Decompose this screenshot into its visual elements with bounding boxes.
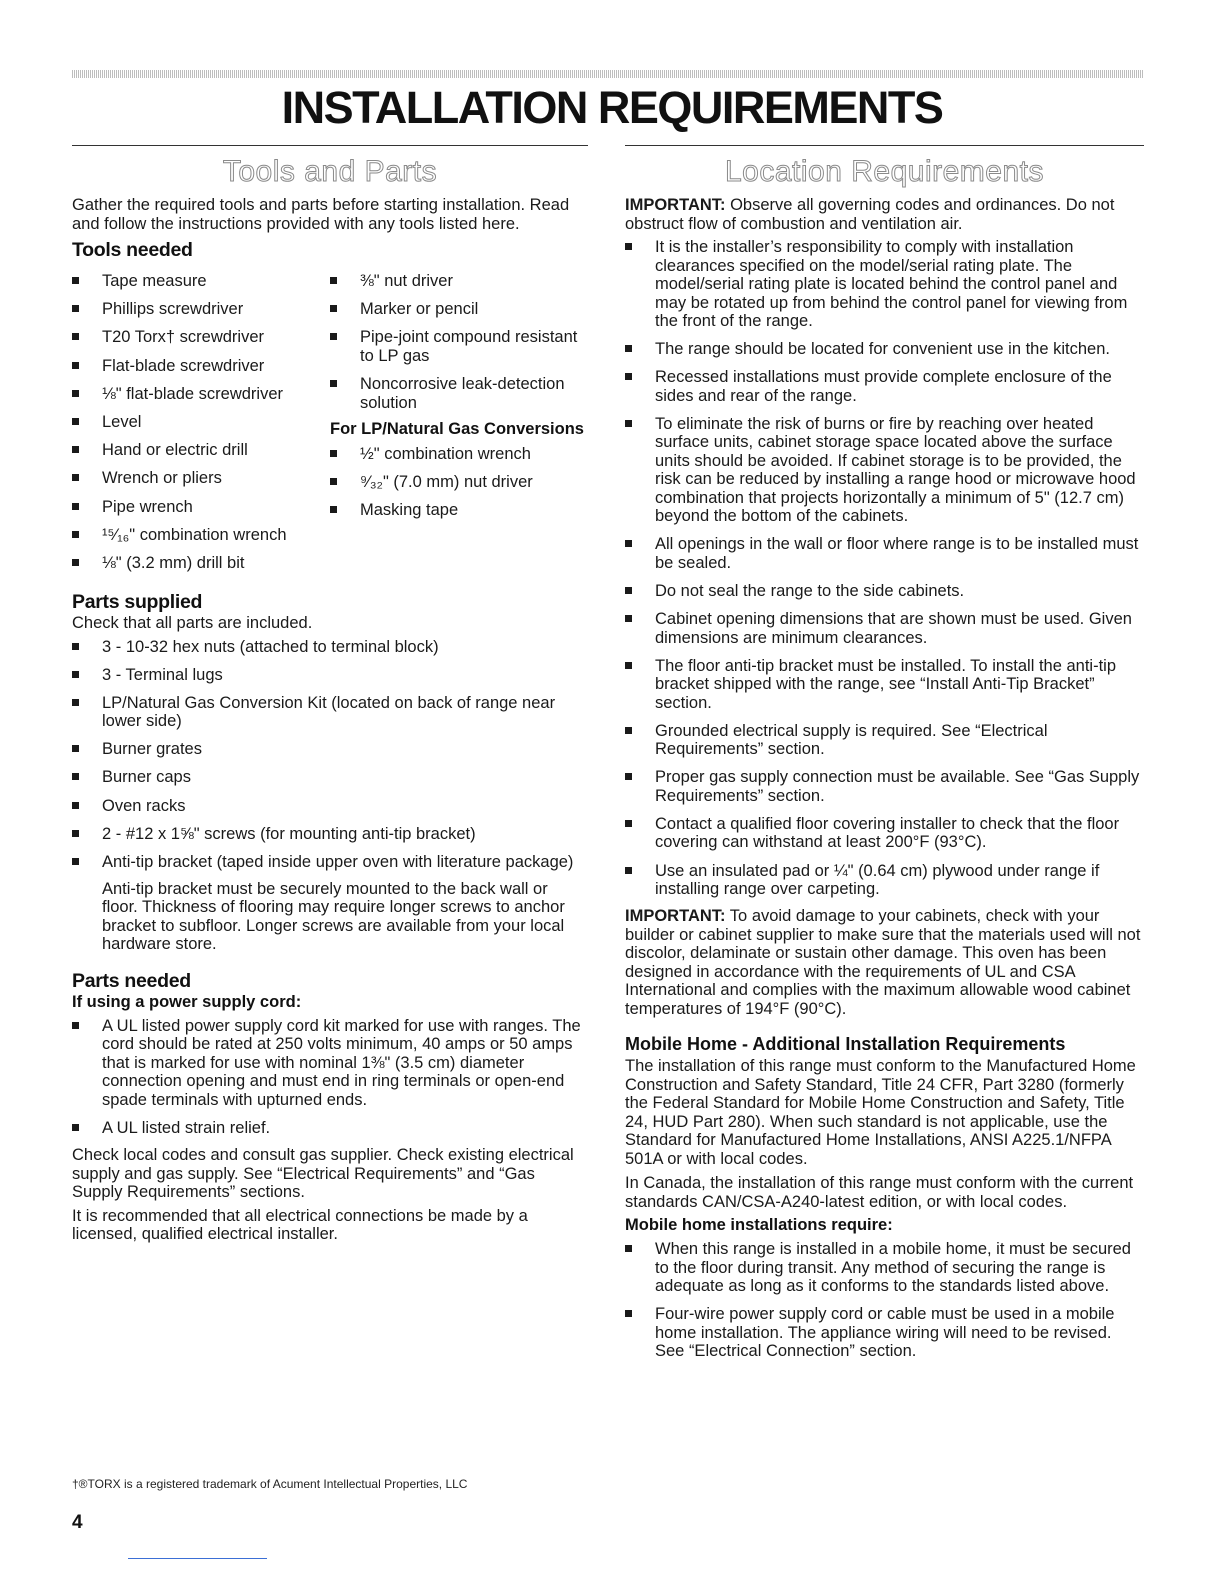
trademark-footnote: †®TORX is a registered trademark of Acument Intellectual Properties, LLC: [72, 1477, 468, 1491]
bullet-icon: [625, 867, 632, 874]
list-item: The range should be located for convenient use in the kitchen.: [625, 340, 1144, 359]
bullet-icon: [72, 362, 79, 369]
mobile-home-paragraph-2: In Canada, the installation of this range must conform with the current standards CAN/CSA-A240-latest edition, or with local codes.: [625, 1174, 1134, 1211]
bullet-icon: [72, 474, 79, 481]
list-item: A UL listed power supply cord kit marked for use with ranges. The cord should be rated at 250 volts minimum, 40 amps or 50 amps that is marked for use with nominal 1⅜" (3.5 cm) diameter connection opening and must end in ring terminals or open-end spade terminals with upturned ends.: [72, 1017, 588, 1110]
bullet-icon: [72, 773, 79, 780]
list-item: Masking tape: [330, 501, 588, 520]
list-item: All openings in the wall or floor where range is to be installed must be sealed.: [625, 535, 1144, 572]
bullet-icon: [625, 1245, 632, 1252]
important-note-1: IMPORTANT: Observe all governing codes and ordinances. Do not obstruct flow of combustion and ventilation air.: [625, 196, 1115, 233]
list-item: T20 Torx† screwdriver: [72, 328, 330, 347]
list-item: 3 - Terminal lugs: [72, 666, 588, 685]
list-item: The floor anti-tip bracket must be installed. To install the anti-tip bracket shipped with the range, see “Install Anti-Tip Bracket” section.: [625, 657, 1144, 713]
list-item: Grounded electrical supply is required. See “Electrical Requirements” section.: [625, 722, 1144, 759]
parts-needed-heading: Parts needed: [72, 969, 191, 992]
bullet-icon: [72, 699, 79, 706]
list-item: ⅛" (3.2 mm) drill bit: [72, 554, 330, 573]
bullet-icon: [625, 420, 632, 427]
list-item: Level: [72, 413, 330, 432]
list-item: Tape measure: [72, 272, 330, 291]
anti-tip-note: Anti-tip bracket must be securely mounted to the back wall or floor. Thickness of flooring may require longer screws to anchor bracket to subfloor. Longer screws are available from your local hardware store.: [102, 879, 565, 954]
bullet-icon: [625, 587, 632, 594]
list-item: Pipe wrench: [72, 498, 330, 517]
list-item: Burner grates: [72, 740, 588, 759]
list-item: ½" combination wrench: [330, 445, 588, 464]
list-item: LP/Natural Gas Conversion Kit (located on back of range near lower side): [72, 694, 588, 731]
list-item: ⅜" nut driver: [330, 272, 588, 291]
bullet-icon: [72, 418, 79, 425]
bullet-icon: [72, 858, 79, 865]
list-item: Pipe-joint compound resistant to LP gas: [330, 328, 588, 365]
bullet-icon: [330, 380, 337, 387]
bullet-icon: [72, 390, 79, 397]
bullet-icon: [625, 820, 632, 827]
power-cord-list: [72, 1017, 588, 1138]
list-item: It is the installer’s responsibility to comply with installation clearances specified on the model/serial rating plate. The model/serial rating plate is located behind the control panel and may be rotated up from behind the control panel for viewing from the front of the range.: [625, 238, 1144, 331]
bullet-icon: [72, 802, 79, 809]
tools-intro: Gather the required tools and parts before starting installation. Read and follow the instructions provided with any tools listed here.: [72, 196, 570, 233]
list-item: Cabinet opening dimensions that are shown must be used. Given dimensions are minimum clearances.: [625, 610, 1144, 647]
recommended-text: It is recommended that all electrical connections be made by a licensed, qualified electrical installer.: [72, 1206, 528, 1243]
bullet-icon: [72, 671, 79, 678]
bottom-rule: [128, 1558, 267, 1559]
location-requirements-heading: Location Requirements: [625, 145, 1144, 192]
bullet-icon: [72, 446, 79, 453]
bullet-icon: [330, 478, 337, 485]
list-item: Recessed installations must provide complete enclosure of the sides and rear of the range.: [625, 368, 1144, 405]
list-item: Use an insulated pad or ¼" (0.64 cm) plywood under range if installing range over carpeting.: [625, 862, 1144, 899]
list-item: Wrench or pliers: [72, 469, 330, 488]
mobile-home-paragraph-1: The installation of this range must conform to the Manufactured Home Construction and Safety Standard, Title 24 CFR, Part 3280 (formerly the Federal Standard for Mobile Home Construction and Safety, Title 24, HUD Part 280). When such standard is not applicable, use the Standard for Manufactured Home Installations, ANSI A225.1/NFPA 501A or with local codes.: [625, 1057, 1136, 1168]
list-item: To eliminate the risk of burns or fire by reaching over heated surface units, cabinet storage space located above the surface units should be avoided. If cabinet storage is to be provided, the risk can be reduced by installing a range hood or microwave hood combination that projects horizontally a minimum of 5" (12.7 cm) beyond the bottom of the cabinets.: [625, 415, 1144, 526]
lp-conversion-heading: For LP/Natural Gas Conversions: [330, 419, 584, 438]
bullet-icon: [625, 540, 632, 547]
bullet-icon: [625, 773, 632, 780]
bullet-icon: [72, 745, 79, 752]
bullet-icon: [72, 1124, 79, 1131]
list-item: Hand or electric drill: [72, 441, 330, 460]
bullet-icon: [625, 727, 632, 734]
bullet-icon: [625, 1310, 632, 1317]
bullet-icon: [72, 643, 79, 650]
bullet-icon: [625, 615, 632, 622]
bullet-icon: [72, 277, 79, 284]
list-item: Phillips screwdriver: [72, 300, 330, 319]
tools-needed-heading: Tools needed: [72, 239, 193, 261]
tools-and-parts-heading: Tools and Parts: [72, 145, 588, 192]
list-item: Noncorrosive leak-detection solution: [330, 375, 588, 412]
list-item: Four-wire power supply cord or cable must be used in a mobile home installation. The appliance wiring will need to be revised. See “Electrical Connection” section.: [625, 1305, 1144, 1361]
bullet-icon: [330, 333, 337, 340]
bullet-icon: [625, 373, 632, 380]
check-local-text: Check local codes and consult gas supplier. Check existing electrical supply and gas supply. See “Electrical Requirements” and “Gas Supply Requirements” sections.: [72, 1146, 574, 1201]
list-item: ¹⁵⁄₁₆" combination wrench: [72, 526, 330, 545]
bullet-icon: [72, 531, 79, 538]
list-item: Contact a qualified floor covering installer to check that the floor covering can withstand at least 200°F (93°C).: [625, 815, 1144, 852]
parts-supplied-intro: Check that all parts are included.: [72, 614, 313, 633]
list-item: 2 - #12 x 1⅝" screws (for mounting anti-tip bracket): [72, 825, 588, 844]
location-list: [625, 238, 1144, 899]
left-column: [72, 145, 588, 1244]
bullet-icon: [72, 305, 79, 312]
bullet-icon: [330, 450, 337, 457]
list-item: Flat-blade screwdriver: [72, 357, 330, 376]
bullet-icon: [625, 345, 632, 352]
list-item: ⁹⁄₃₂" (7.0 mm) nut driver: [330, 473, 588, 492]
bullet-icon: [330, 305, 337, 312]
bullet-icon: [625, 662, 632, 669]
important-note-2: IMPORTANT: To avoid damage to your cabinets, check with your builder or cabinet supplier to make sure that the materials used will not discolor, delaminate or sustain other damage. This oven has been designed in accordance with the requirements of UL and CSA International and complies with the maximum allowable wood cabinet temperatures of 194°F (90°C).: [625, 907, 1141, 1018]
lp-tools-list: [330, 445, 588, 520]
list-item: Oven racks: [72, 797, 588, 816]
bullet-icon: [72, 333, 79, 340]
list-item: 3 - 10-32 hex nuts (attached to terminal block): [72, 638, 588, 657]
page-number: 4: [72, 1512, 83, 1533]
list-item: A UL listed strain relief.: [72, 1119, 588, 1138]
list-item: Do not seal the range to the side cabinets.: [625, 582, 1144, 601]
right-column: [625, 145, 1144, 1370]
top-rule: [72, 70, 1144, 78]
power-cord-heading: If using a power supply cord:: [72, 992, 302, 1011]
tools-list-col1: [72, 272, 330, 582]
bullet-icon: [72, 830, 79, 837]
bullet-icon: [625, 243, 632, 250]
list-item: Burner caps: [72, 768, 588, 787]
parts-supplied-list: [72, 638, 588, 872]
mobile-home-require-heading: Mobile home installations require:: [625, 1216, 893, 1235]
bullet-icon: [330, 506, 337, 513]
bullet-icon: [72, 1022, 79, 1029]
list-item: Proper gas supply connection must be available. See “Gas Supply Requirements” section.: [625, 768, 1144, 805]
bullet-icon: [72, 503, 79, 510]
tools-list: [72, 272, 588, 582]
list-item: When this range is installed in a mobile home, it must be secured to the floor during transit. Any method of securing the range is adequate as long as it conforms to the standards listed above.: [625, 1240, 1144, 1296]
parts-supplied-heading: Parts supplied: [72, 591, 203, 614]
list-item: Anti-tip bracket (taped inside upper oven with literature package): [72, 853, 588, 872]
page-title: INSTALLATION REQUIREMENTS: [281, 82, 943, 133]
list-item: Marker or pencil: [330, 300, 588, 319]
bullet-icon: [72, 559, 79, 566]
mobile-home-list: [625, 1240, 1144, 1361]
mobile-home-heading: Mobile Home - Additional Installation Requirements: [625, 1034, 1066, 1055]
bullet-icon: [330, 277, 337, 284]
tools-list-col2-items: [330, 272, 588, 412]
tools-list-col2: [330, 272, 588, 582]
list-item: ⅛" flat-blade screwdriver: [72, 385, 330, 404]
